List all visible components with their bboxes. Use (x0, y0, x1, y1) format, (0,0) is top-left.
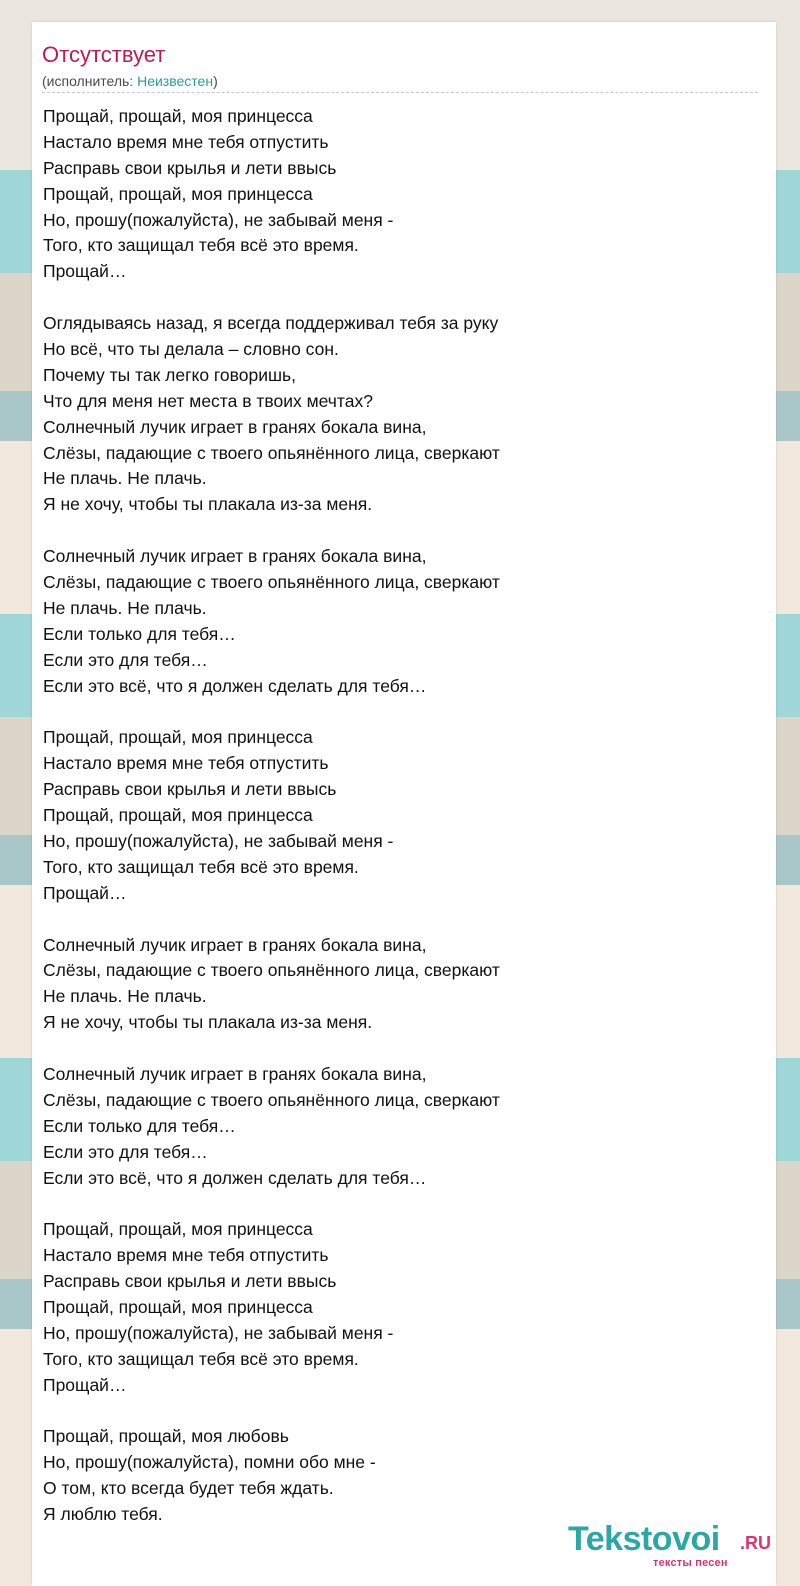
lyric-line: Что для меня нет места в твоих мечтах? (43, 390, 373, 411)
lyric-line: Того, кто защищал тебя всё это время. (43, 1348, 359, 1369)
lyric-line: Слёзы, падающие с твоего опьянённого лица, сверкают (43, 572, 500, 593)
lyric-line: Почему ты так легко говоришь, (43, 364, 297, 385)
lyric-line: Прощай… (43, 1374, 127, 1395)
stanza-gap (43, 1036, 763, 1062)
lyric-line: Расправь свои крылья и лети ввысь (43, 157, 337, 178)
lyric-line: Солнечный лучик играет в гранях бокала вина, (43, 546, 427, 567)
lyric-line: Расправь свои крылья и лети ввысь (43, 1271, 337, 1292)
lyric-line: Солнечный лучик играет в гранях бокала вина, (43, 1063, 427, 1084)
lyric-line: Оглядываясь назад, я всегда поддерживал тебя за руку (43, 313, 499, 334)
lyric-line: Прощай… (43, 261, 127, 282)
lyric-line: Если только для тебя… (43, 623, 236, 644)
lyric-line: Но всё, что ты делала – словно сон. (43, 339, 339, 360)
lyric-line: Прощай… (43, 882, 127, 903)
logo-domain: .RU (740, 1533, 771, 1553)
lyric-line: Прощай, прощай, моя принцесса (43, 1219, 313, 1240)
lyric-line: Того, кто защищал тебя всё это время. (43, 235, 359, 256)
lyric-line: Но, прошу(пожалуйста), не забывай меня - (43, 830, 394, 851)
lyric-line: Но, прошу(пожалуйста), не забывай меня - (43, 1322, 394, 1343)
lyric-line: О том, кто всегда будет тебя ждать. (43, 1478, 334, 1499)
site-logo[interactable] (568, 1520, 773, 1572)
lyric-line: Если это всё, что я должен сделать для тебя… (43, 675, 427, 696)
lyric-line: Настало время мне тебя отпустить (43, 753, 329, 774)
lyric-line: Я не хочу, чтобы ты плакала из-за меня. (43, 1012, 373, 1033)
lyric-line: Я не хочу, чтобы ты плакала из-за меня. (43, 494, 373, 515)
lyric-line: Не плачь. Не плачь. (43, 468, 207, 489)
lyric-line: Но, прошу(пожалуйста), помни обо мне - (43, 1452, 376, 1473)
lyric-line: Прощай, прощай, моя принцесса (43, 805, 313, 826)
lyric-line: Солнечный лучик играет в гранях бокала вина, (43, 934, 427, 955)
lyric-line: Если это для тебя… (43, 1141, 208, 1162)
header-divider (42, 92, 758, 93)
lyric-line: Если это всё, что я должен сделать для тебя… (43, 1167, 427, 1188)
stanza-gap (43, 1191, 763, 1217)
lyric-line: Слёзы, падающие с твоего опьянённого лица, сверкают (43, 1089, 500, 1110)
lyric-line: Прощай, прощай, моя принцесса (43, 1296, 313, 1317)
lyric-line: Прощай, прощай, моя принцесса (43, 727, 313, 748)
lyric-line: Солнечный лучик играет в гранях бокала вина, (43, 416, 427, 437)
stanza-gap (43, 518, 763, 544)
stanza-gap (43, 1399, 763, 1425)
lyric-line: Но, прошу(пожалуйста), не забывай меня - (43, 209, 394, 230)
song-title: Отсутствует (42, 42, 166, 67)
lyric-line: Если только для тебя… (43, 1115, 236, 1136)
lyric-line: Прощай, прощай, моя принцесса (43, 106, 313, 126)
artist-link[interactable]: Неизвестен (137, 73, 214, 89)
lyric-line: Настало время мне тебя отпустить (43, 1245, 329, 1266)
stanza-gap (43, 907, 763, 933)
artist-prefix: (исполнитель: (42, 73, 138, 89)
lyric-line: Слёзы, падающие с твоего опьянённого лица, сверкают (43, 960, 500, 981)
lyric-line: Настало время мне тебя отпустить (43, 131, 329, 152)
lyric-line: Того, кто защищал тебя всё это время. (43, 856, 359, 877)
lyric-line: Слёзы, падающие с твоего опьянённого лица, сверкают (43, 442, 500, 463)
lyric-line: Не плачь. Не плачь. (43, 597, 207, 618)
stanza-gap (43, 285, 763, 311)
stanza-gap (43, 699, 763, 725)
lyric-line: Расправь свои крылья и лети ввысь (43, 779, 337, 800)
lyric-line: Не плачь. Не плачь. (43, 986, 207, 1007)
artist-line (42, 72, 218, 90)
lyric-line: Прощай, прощай, моя любовь (43, 1426, 289, 1447)
lyric-line: Прощай, прощай, моя принцесса (43, 183, 313, 204)
lyric-line: Я люблю тебя. (43, 1504, 163, 1525)
lyrics-body (43, 104, 763, 1528)
lyric-line: Если это для тебя… (43, 649, 208, 670)
logo-wordmark: Tekstovoi (568, 1520, 720, 1558)
artist-suffix: ) (213, 73, 218, 89)
logo-tagline: тексты песен (653, 1557, 728, 1569)
